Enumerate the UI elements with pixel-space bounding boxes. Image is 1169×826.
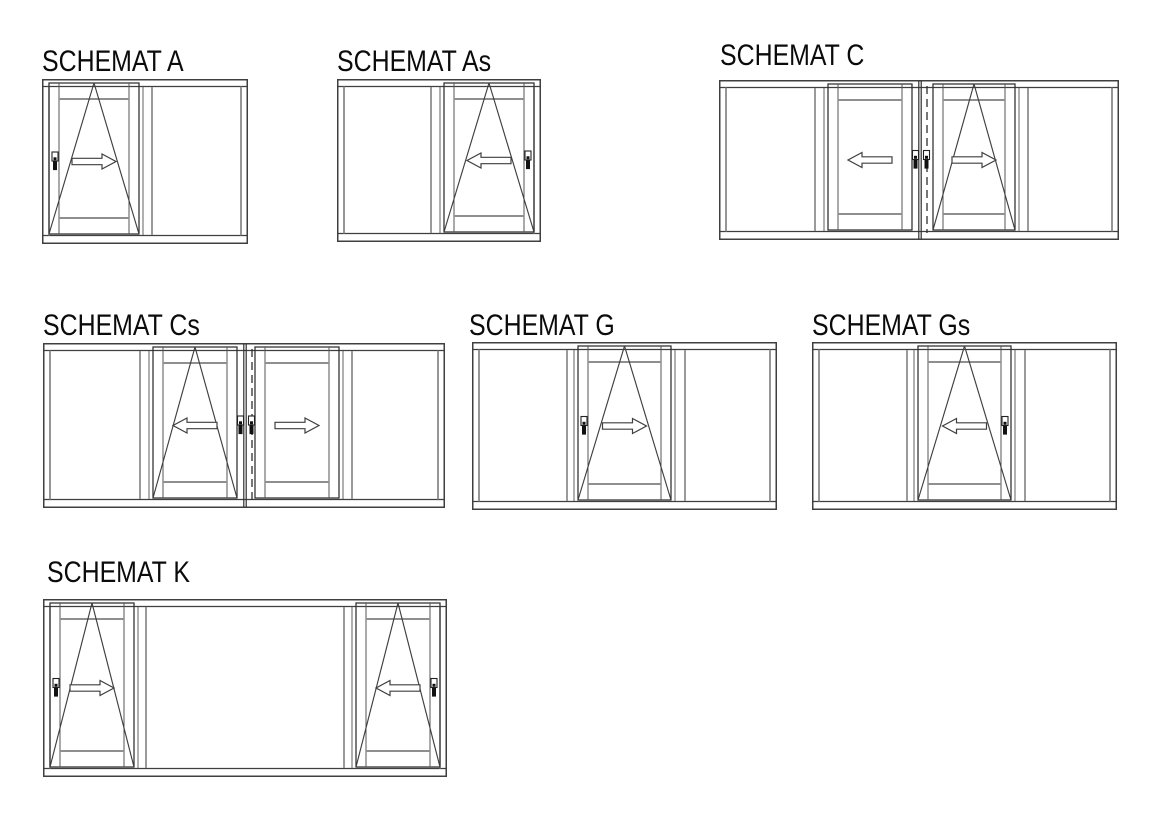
schematic-As bbox=[337, 46, 541, 242]
schematic-C bbox=[719, 40, 1119, 240]
schematic-title: SCHEMAT G bbox=[469, 309, 615, 342]
schematic-Cs bbox=[43, 310, 445, 508]
window-drawing-G bbox=[472, 342, 777, 510]
window-drawing-As bbox=[337, 79, 541, 242]
schematic-title: SCHEMAT Gs bbox=[812, 309, 971, 342]
window-drawing-C bbox=[719, 80, 1119, 240]
window-drawing-Gs bbox=[812, 342, 1117, 510]
schematic-title: SCHEMAT K bbox=[47, 556, 190, 589]
schematic-title: SCHEMAT A bbox=[42, 45, 184, 78]
window-drawing-Cs bbox=[43, 343, 445, 508]
schematic-K bbox=[43, 557, 447, 777]
schematic-title: SCHEMAT As bbox=[337, 45, 492, 78]
schematic-Gs bbox=[812, 310, 1117, 510]
window-drawing-A bbox=[42, 79, 248, 244]
window-drawing-K bbox=[43, 599, 447, 777]
schematic-A bbox=[42, 46, 248, 244]
schematic-title: SCHEMAT Cs bbox=[43, 309, 200, 342]
schematic-title: SCHEMAT C bbox=[720, 39, 865, 72]
schematic-G bbox=[469, 309, 777, 510]
